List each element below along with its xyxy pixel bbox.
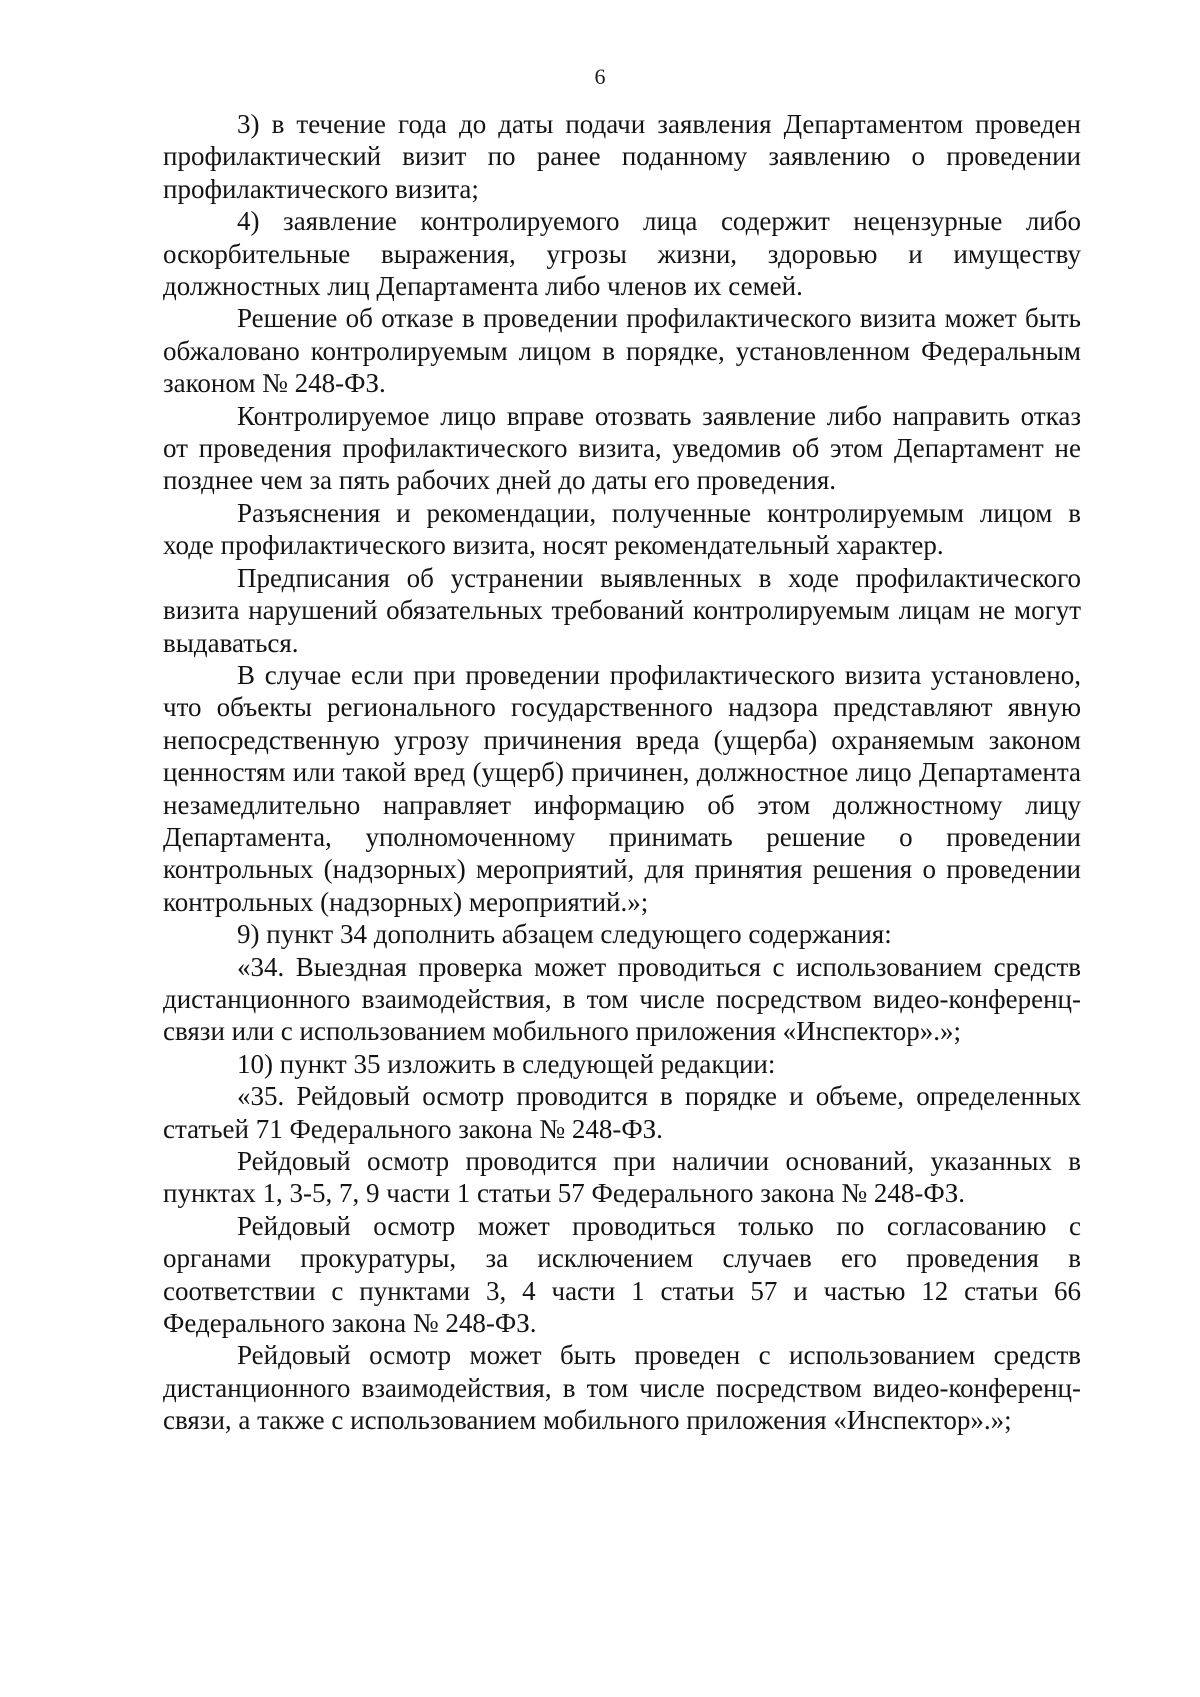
paragraph-raid-approval: Рейдовый осмотр может проводиться только по согласованию с органами прокуратуры, за исключением случаев его проведения в соответствии с пунктами 3, 4 части 1 статьи 57 и частью 12 статьи 66 Федерального закона № 248-ФЗ. — [163, 1210, 1081, 1339]
document-body — [163, 108, 1081, 1437]
paragraph-recommendations: Разъяснения и рекомендации, полученные контролируемым лицом в ходе профилактического визита, носят рекомендательный характер. — [163, 497, 1081, 561]
paragraph-appeal: Решение об отказе в проведении профилактического визита может быть обжаловано контролируемым лицом в порядке, установленном Федеральным законом № 248-ФЗ. — [163, 303, 1081, 399]
paragraph-clause-35: «35. Рейдовый осмотр проводится в порядке и объеме, определенных статьей 71 Федерального закона № 248-ФЗ. — [163, 1081, 1081, 1144]
page-number: 6 — [594, 64, 606, 89]
paragraph-item-4: 4) заявление контролируемого лица содержит нецензурные либо оскорбительные выражения, угрозы жизни, здоровью и имуществу должностных лиц Департамента либо членов их семей. — [163, 206, 1081, 302]
paragraph-raid-grounds: Рейдовый осмотр проводится при наличии оснований, указанных в пунктах 1, 3-5, 7, 9 части 1 статьи 57 Федерального закона № 248-ФЗ. — [163, 1146, 1081, 1209]
paragraph-item-10: 10) пункт 35 изложить в следующей редакции: — [237, 1048, 776, 1079]
paragraph-threat-case: В случае если при проведении профилактического визита установлено, что объекты регионального государственного надзора представляют явную непосредственную угрозу причинения вреда (ущерба) охраняемым законом ценностям или такой вред (ущерб) причинен, должностное лицо Департамента незамедлительно направляет информацию об этом должностному лицу Департамента, уполномоченному принимать решение о проведении контрольных (надзорных) мероприятий, для принятия решения о проведении контрольных (надзорных) мероприятий.»; — [163, 659, 1081, 917]
paragraph-item-3: 3) в течение года до даты подачи заявления Департаментом проведен профилактический визит по ранее поданному заявлению о проведении профилактического визита; — [163, 109, 1081, 204]
paragraph-raid-remote: Рейдовый осмотр может быть проведен с использованием средств дистанционного взаимодействия, в том числе посредством видео-конференц-связи, а также с использованием мобильного приложения «Инспектор».»; — [163, 1340, 1081, 1436]
paragraph-item-9: 9) пункт 34 дополнить абзацем следующего содержания: — [237, 919, 892, 950]
paragraph-withdrawal: Контролируемое лицо вправе отозвать заявление либо направить отказ от проведения профилактического визита, уведомив об этом Департамент не позднее чем за пять рабочих дней до даты его проведения. — [163, 400, 1081, 496]
paragraph-prescriptions: Предписания об устранении выявленных в ходе профилактического визита нарушений обязательных требований контролируемым лицам не могут выдаваться. — [163, 562, 1081, 658]
paragraph-clause-34: «34. Выездная проверка может проводиться с использованием средств дистанционного взаимодействия, в том числе посредством видео-конференц-связи или с использованием мобильного приложения «Инспектор».»; — [163, 951, 1081, 1047]
